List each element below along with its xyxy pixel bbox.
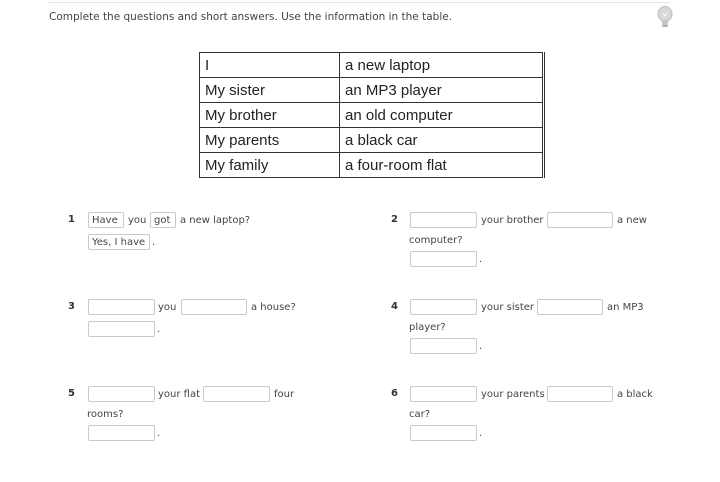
q4-text-1: your sister — [481, 302, 535, 313]
q5-answer-period: . — [157, 428, 161, 439]
table-cell-item: a four-room flat — [340, 153, 544, 178]
q1-answer-period: . — [152, 237, 156, 248]
q4-input-2[interactable] — [537, 299, 603, 315]
question-number-4: 4 — [391, 301, 398, 312]
q3-input-1[interactable] — [88, 299, 155, 315]
q1-input-1[interactable] — [88, 212, 124, 228]
table-row — [200, 78, 544, 103]
q6-text-3: car? — [409, 409, 431, 420]
table-row — [200, 128, 544, 153]
table-row — [200, 53, 544, 78]
q4-text-2: an MP3 — [607, 302, 644, 313]
q4-input-1[interactable] — [410, 299, 477, 315]
table-row — [200, 103, 544, 128]
q6-input-2[interactable] — [547, 386, 613, 402]
question-number-2: 2 — [391, 214, 398, 225]
q2-text-2: a new — [617, 215, 647, 226]
q2-answer-period: . — [479, 254, 483, 265]
table-cell-person: My parents — [200, 128, 340, 153]
table-cell-person: My family — [200, 153, 340, 178]
table-cell-item: an MP3 player — [340, 78, 544, 103]
q3-answer-period: . — [157, 324, 161, 335]
info-table — [199, 52, 545, 178]
q2-text-1: your brother — [481, 215, 544, 226]
q5-text-1: your flat — [158, 389, 201, 400]
q4-answer-input[interactable] — [410, 338, 477, 354]
q6-text-2: a black — [617, 389, 653, 400]
q2-input-2[interactable] — [547, 212, 613, 228]
q6-input-1[interactable] — [410, 386, 477, 402]
q5-text-2: four — [274, 389, 295, 400]
q5-text-3: rooms? — [87, 409, 124, 420]
q2-text-3: computer? — [409, 235, 463, 246]
q1-text-1: you — [128, 215, 147, 226]
q3-answer-input[interactable] — [88, 321, 155, 337]
q6-answer-input[interactable] — [410, 425, 477, 441]
table-cell-person: My sister — [200, 78, 340, 103]
table-cell-item: an old computer — [340, 103, 544, 128]
question-number-3: 3 — [68, 301, 75, 312]
table-cell-person: I — [200, 53, 340, 78]
q3-text-1: you — [158, 302, 177, 313]
lightbulb-hint-icon[interactable] — [655, 4, 675, 32]
q3-text-2: a house? — [251, 302, 296, 313]
q5-input-1[interactable] — [88, 386, 155, 402]
q6-answer-period: . — [479, 428, 483, 439]
question-number-6: 6 — [391, 388, 398, 399]
instruction-text: Complete the questions and short answers. Use the information in the table. — [49, 11, 453, 23]
q2-input-1[interactable] — [410, 212, 477, 228]
q1-input-2[interactable] — [150, 212, 176, 228]
table-cell-person: My brother — [200, 103, 340, 128]
q1-answer-input[interactable] — [88, 234, 150, 250]
q2-answer-input[interactable] — [410, 251, 477, 267]
question-number-5: 5 — [68, 388, 75, 399]
table-cell-item: a black car — [340, 128, 544, 153]
q5-answer-input[interactable] — [88, 425, 155, 441]
q5-input-2[interactable] — [203, 386, 270, 402]
q4-answer-period: . — [479, 341, 483, 352]
table-row — [200, 153, 544, 178]
q1-text-2: a new laptop? — [180, 215, 251, 226]
table-cell-item: a new laptop — [340, 53, 544, 78]
q3-input-2[interactable] — [181, 299, 247, 315]
top-divider — [48, 2, 670, 3]
q6-text-1: your parents — [481, 389, 545, 400]
q4-text-3: player? — [409, 322, 446, 333]
question-number-1: 1 — [68, 214, 75, 225]
